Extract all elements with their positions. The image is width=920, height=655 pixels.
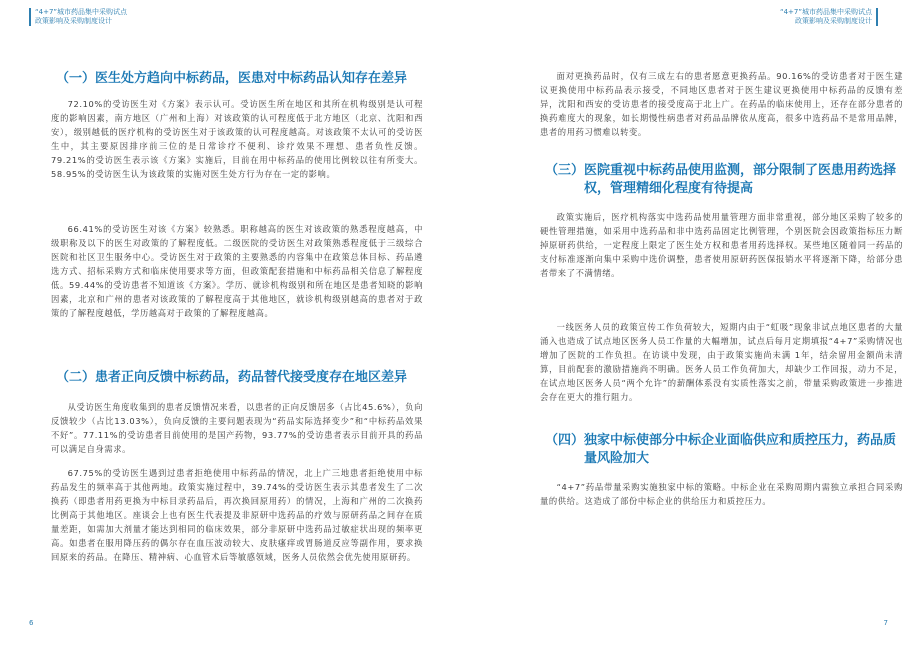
paragraph: 72.10%的受访医生对《方案》表示认可。受访医生所在地区和其所在机构级别是认可程度的影响因素，南方地区（广州和上海）对该政策的认可程度低于北方地区（北京、沈阳和西安），级别越低的医疗机构的受访医生对于该政策的认可程度越高。对该政策不太认可的受访医生中，其主要原因排序前三位的是日常诊疗不便利、诊疗效果不理想、患者负性反馈。79.21%的受访医生表示该《方案》实施后，目前在用中标药品的使用比例较以往有所变大。58.95%的受访医生认为该政策的实施对医生处方行为存在一定的影响。 (51, 99, 423, 179)
section-title: 医生处方趋向中标药品，医患对中标药品认知存在差异 (95, 71, 408, 86)
paragraph: 政策实施后，医疗机构落实中选药品使用量管理方面非常重视，部分地区采购了较多的硬性管理措施，如采用中选药品和非中选药品固定比例管理，个别医院会因政策指标压力断掉原研药供给，一定程度上限定了医生处方权和患者用药选择权。某些地区随着同一药品的支付标准逐渐向集中采购中选价调整，患者使用原研药医保报销水平将逐渐下降，给部分患者带来了不满情绪。 (540, 212, 903, 278)
header-bar (876, 8, 878, 26)
section-title: 独家中标使部分中标企业面临供应和质控压力，药品质量风险加大 (584, 433, 897, 466)
paragraph: 面对更换药品时，仅有三成左右的患者愿意更换药品。90.16%的受访患者对于医生建议更换使用中标药品表示接受，不同地区患者对于医生建议更换使用中标药品的反馈有差异，沈阳和西安的受访患者的接受度高于北上广。在药品的临床使用上，还存在部分患者的换药难度大的现象，如长期慢性病患者对药品品牌依从度高，很多中选药品不是常用品牌，患者的用药习惯难以转变。 (540, 71, 903, 137)
paragraph: 66.41%的受访医生对该《方案》较熟悉。职称越高的医生对该政策的熟悉程度越高，中级职称及以下的医生对政策的了解程度低。二级医院的受访医生对政策熟悉程度低于三级综合医院和社区卫生服务中心。受访医生对于政策的主要熟悉的内容集中在政策总体目标、药品遴选方式、招标采购方式和临床使用要求等方面，但政策配套措施和中标药品相关信息了解程度低。59.44%的受访患者不知道该《方案》。学历、就诊机构级别和所在地区是患者知晓的影响因素，北京和广州的患者对该政策的了解程度高于其他地区，就诊机构级别越高的患者对于政策的了解程度越低，学历越高对于政策的了解程度越高。 (51, 224, 423, 318)
header-bar (29, 8, 31, 26)
header-line-1: “4+7”城市药品集中采购试点 (35, 8, 128, 16)
section-number: （四） (545, 433, 585, 448)
running-header-left (29, 8, 127, 26)
running-header-right (780, 8, 878, 26)
page-number-right: 7 (883, 619, 888, 627)
section-heading-1 (56, 70, 436, 88)
paragraph: 67.75%的受访医生遇到过患者拒绝使用中标药品的情况，北上广三地患者拒绝使用中标药品发生的频率高于其他两地。政策实施过程中，39.74%的受访医生表示其患者发生了二次换药（即患者用药更换为中标目录药品后，再次换回原用药）的情况，上海和广州的二次换药比例高于其他地区。座谈会上也有医生代表提及非原研中选药品的疗效与原研药品之间存在质量差距，如需加大剂量才能达到相同的临床效果，部分非原研中选药品过敏症状出现的频率更高。如患者在服用降压药的偶尔存在血压波动较大、皮肤瘙痒或胃肠道反应等副作用，要求换回原来的药品。在降压、精神病、心血管术后等敏感领域，医务人员依然会优先使用原研药。 (51, 468, 423, 562)
right-page (460, 0, 920, 655)
section-heading-4 (545, 432, 905, 468)
header-line-1: “4+7”城市药品集中采购试点 (779, 8, 872, 16)
section-heading-2 (56, 369, 436, 387)
section-title: 医院重视中标药品使用监测，部分限制了医患用药选择权，管理精细化程度有待提高 (584, 163, 897, 196)
section-title: 患者正向反馈中标药品，药品替代接受度存在地区差异 (95, 370, 408, 385)
section-number: （一） (56, 71, 96, 86)
paragraph: 从受访医生角度收集到的患者反馈情况来看，以患者的正向反馈居多（占比45.6%），负向反馈较少（占比13.03%），负向反馈的主要问题表现为“药品实际选择变少”和“中标药品效果不好”。77.11%的受访患者目前使用的是国产药物，93.77%的受访患者表示目前开具的药品可以满足自身需求。 (51, 402, 423, 454)
header-line-2: 政策影响及采购制度设计 (35, 17, 112, 25)
section-number: （三） (545, 163, 585, 178)
section-number: （二） (56, 370, 96, 385)
paragraph: “4+7”药品带量采购实施独家中标的策略。中标企业在采购周期内需独立承担合同采购量的供给。这造成了部份中标企业的供给压力和质控压力。 (540, 482, 903, 506)
paragraph: 一线医务人员的政策宣传工作负荷较大，短期内由于“虹吸”现象非试点地区患者的大量涌入也造成了试点地区医务人员工作量的大幅增加，试点后每月定期填报“4+7”采购情况也增加了医院的工作负担。在访谈中发现，由于政策实施尚未满 1年，结余留用金额尚未清算，目前配套的激励措施尚不明确。医务人员工作负荷加大，却缺少工作回报，动力不足，在试点地区医务人员“两个允许”的薪酬体系没有实质性落实之前，带量采购政策进一步推进会存在更大的推行阻力。 (540, 322, 903, 402)
page-number-left: 6 (29, 619, 34, 627)
header-line-2: 政策影响及采购制度设计 (795, 17, 872, 25)
section-heading-3 (545, 162, 905, 198)
